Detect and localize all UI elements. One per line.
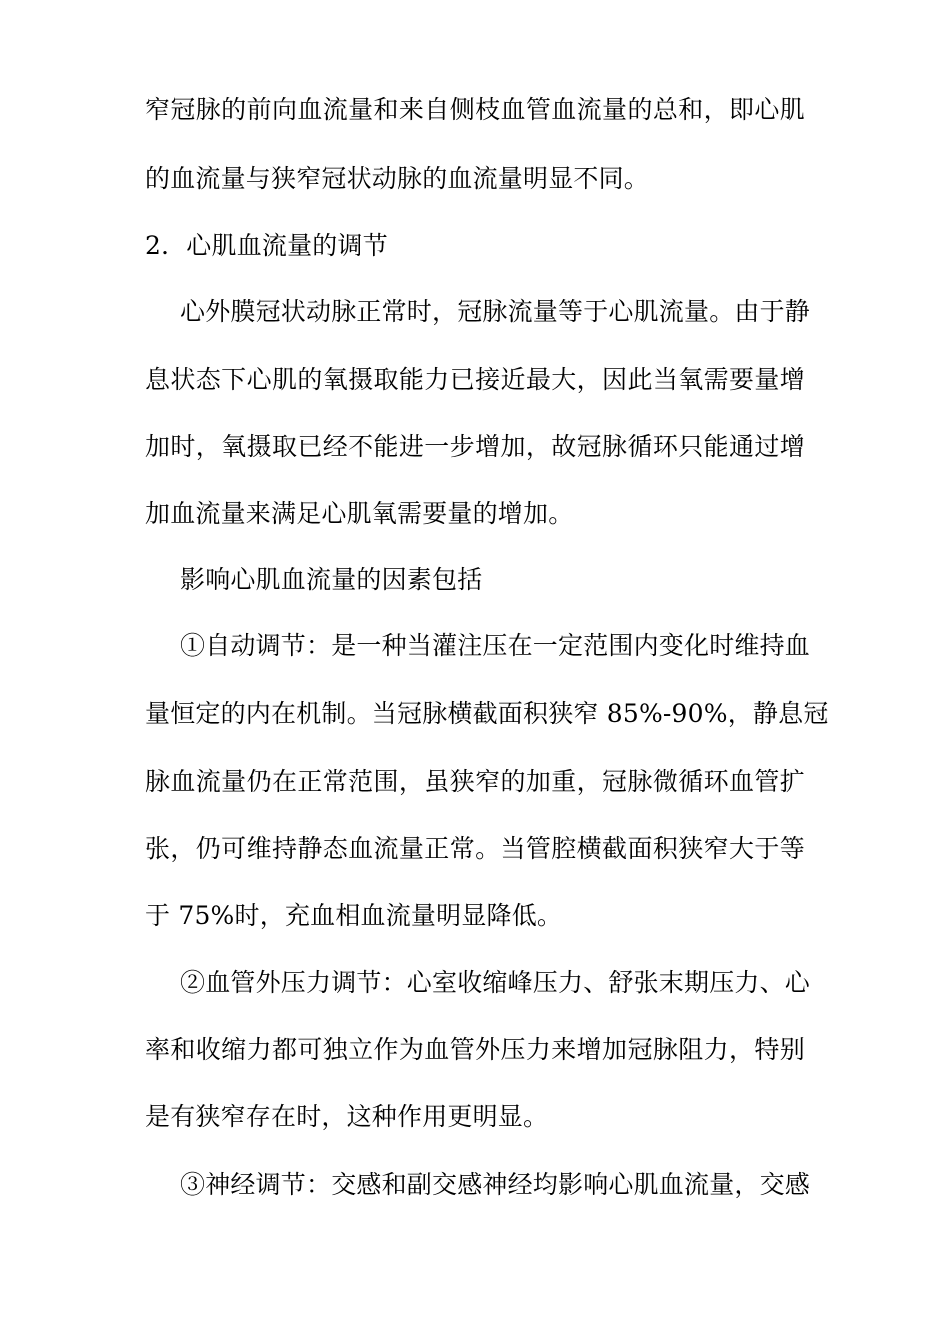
section-heading: 2．心肌血流量的调节 — [145, 231, 388, 260]
text-line-16: 是有狭窄存在时，这种作用更明显。 — [145, 1102, 549, 1131]
text-line-8: 影响心肌血流量的因素包括 — [180, 565, 483, 594]
text-line-15: 率和收缩力都可独立作为血管外压力来增加冠脉阻力，特别 — [145, 1035, 805, 1064]
text-line-17: ③神经调节：交感和副交感神经均影响心肌血流量，交感 — [180, 1170, 811, 1199]
text-line-14: ②血管外压力调节：心室收缩峰压力、舒张末期压力、心 — [180, 968, 811, 997]
text-line-1: 窄冠脉的前向血流量和来自侧枝血管血流量的总和，即心肌 — [145, 95, 805, 124]
text-line-4: 心外膜冠状动脉正常时，冠脉流量等于心肌流量。由于静 — [180, 297, 811, 326]
text-line-7: 加血流量来满足心肌氧需要量的增加。 — [145, 499, 574, 528]
text-line-2: 的血流量与狭窄冠状动脉的血流量明显不同。 — [145, 164, 650, 193]
text-line-9: ①自动调节：是一种当灌注压在一定范围内变化时维持血 — [180, 631, 811, 660]
text-line-10: 量恒定的内在机制。当冠脉横截面积狭窄 85%-90%，静息冠 — [145, 699, 829, 728]
text-line-13: 于 75%时，充血相血流量明显降低。 — [145, 901, 563, 930]
text-line-6: 加时，氧摄取已经不能进一步增加，故冠脉循环只能通过增 — [145, 432, 805, 461]
text-line-5: 息状态下心肌的氧摄取能力已接近最大，因此当氧需要量增 — [145, 365, 805, 394]
text-line-12: 张，仍可维持静态血流量正常。当管腔横截面积狭窄大于等 — [145, 834, 805, 863]
text-line-11: 脉血流量仍在正常范围，虽狭窄的加重，冠脉微循环血管扩 — [145, 767, 805, 796]
